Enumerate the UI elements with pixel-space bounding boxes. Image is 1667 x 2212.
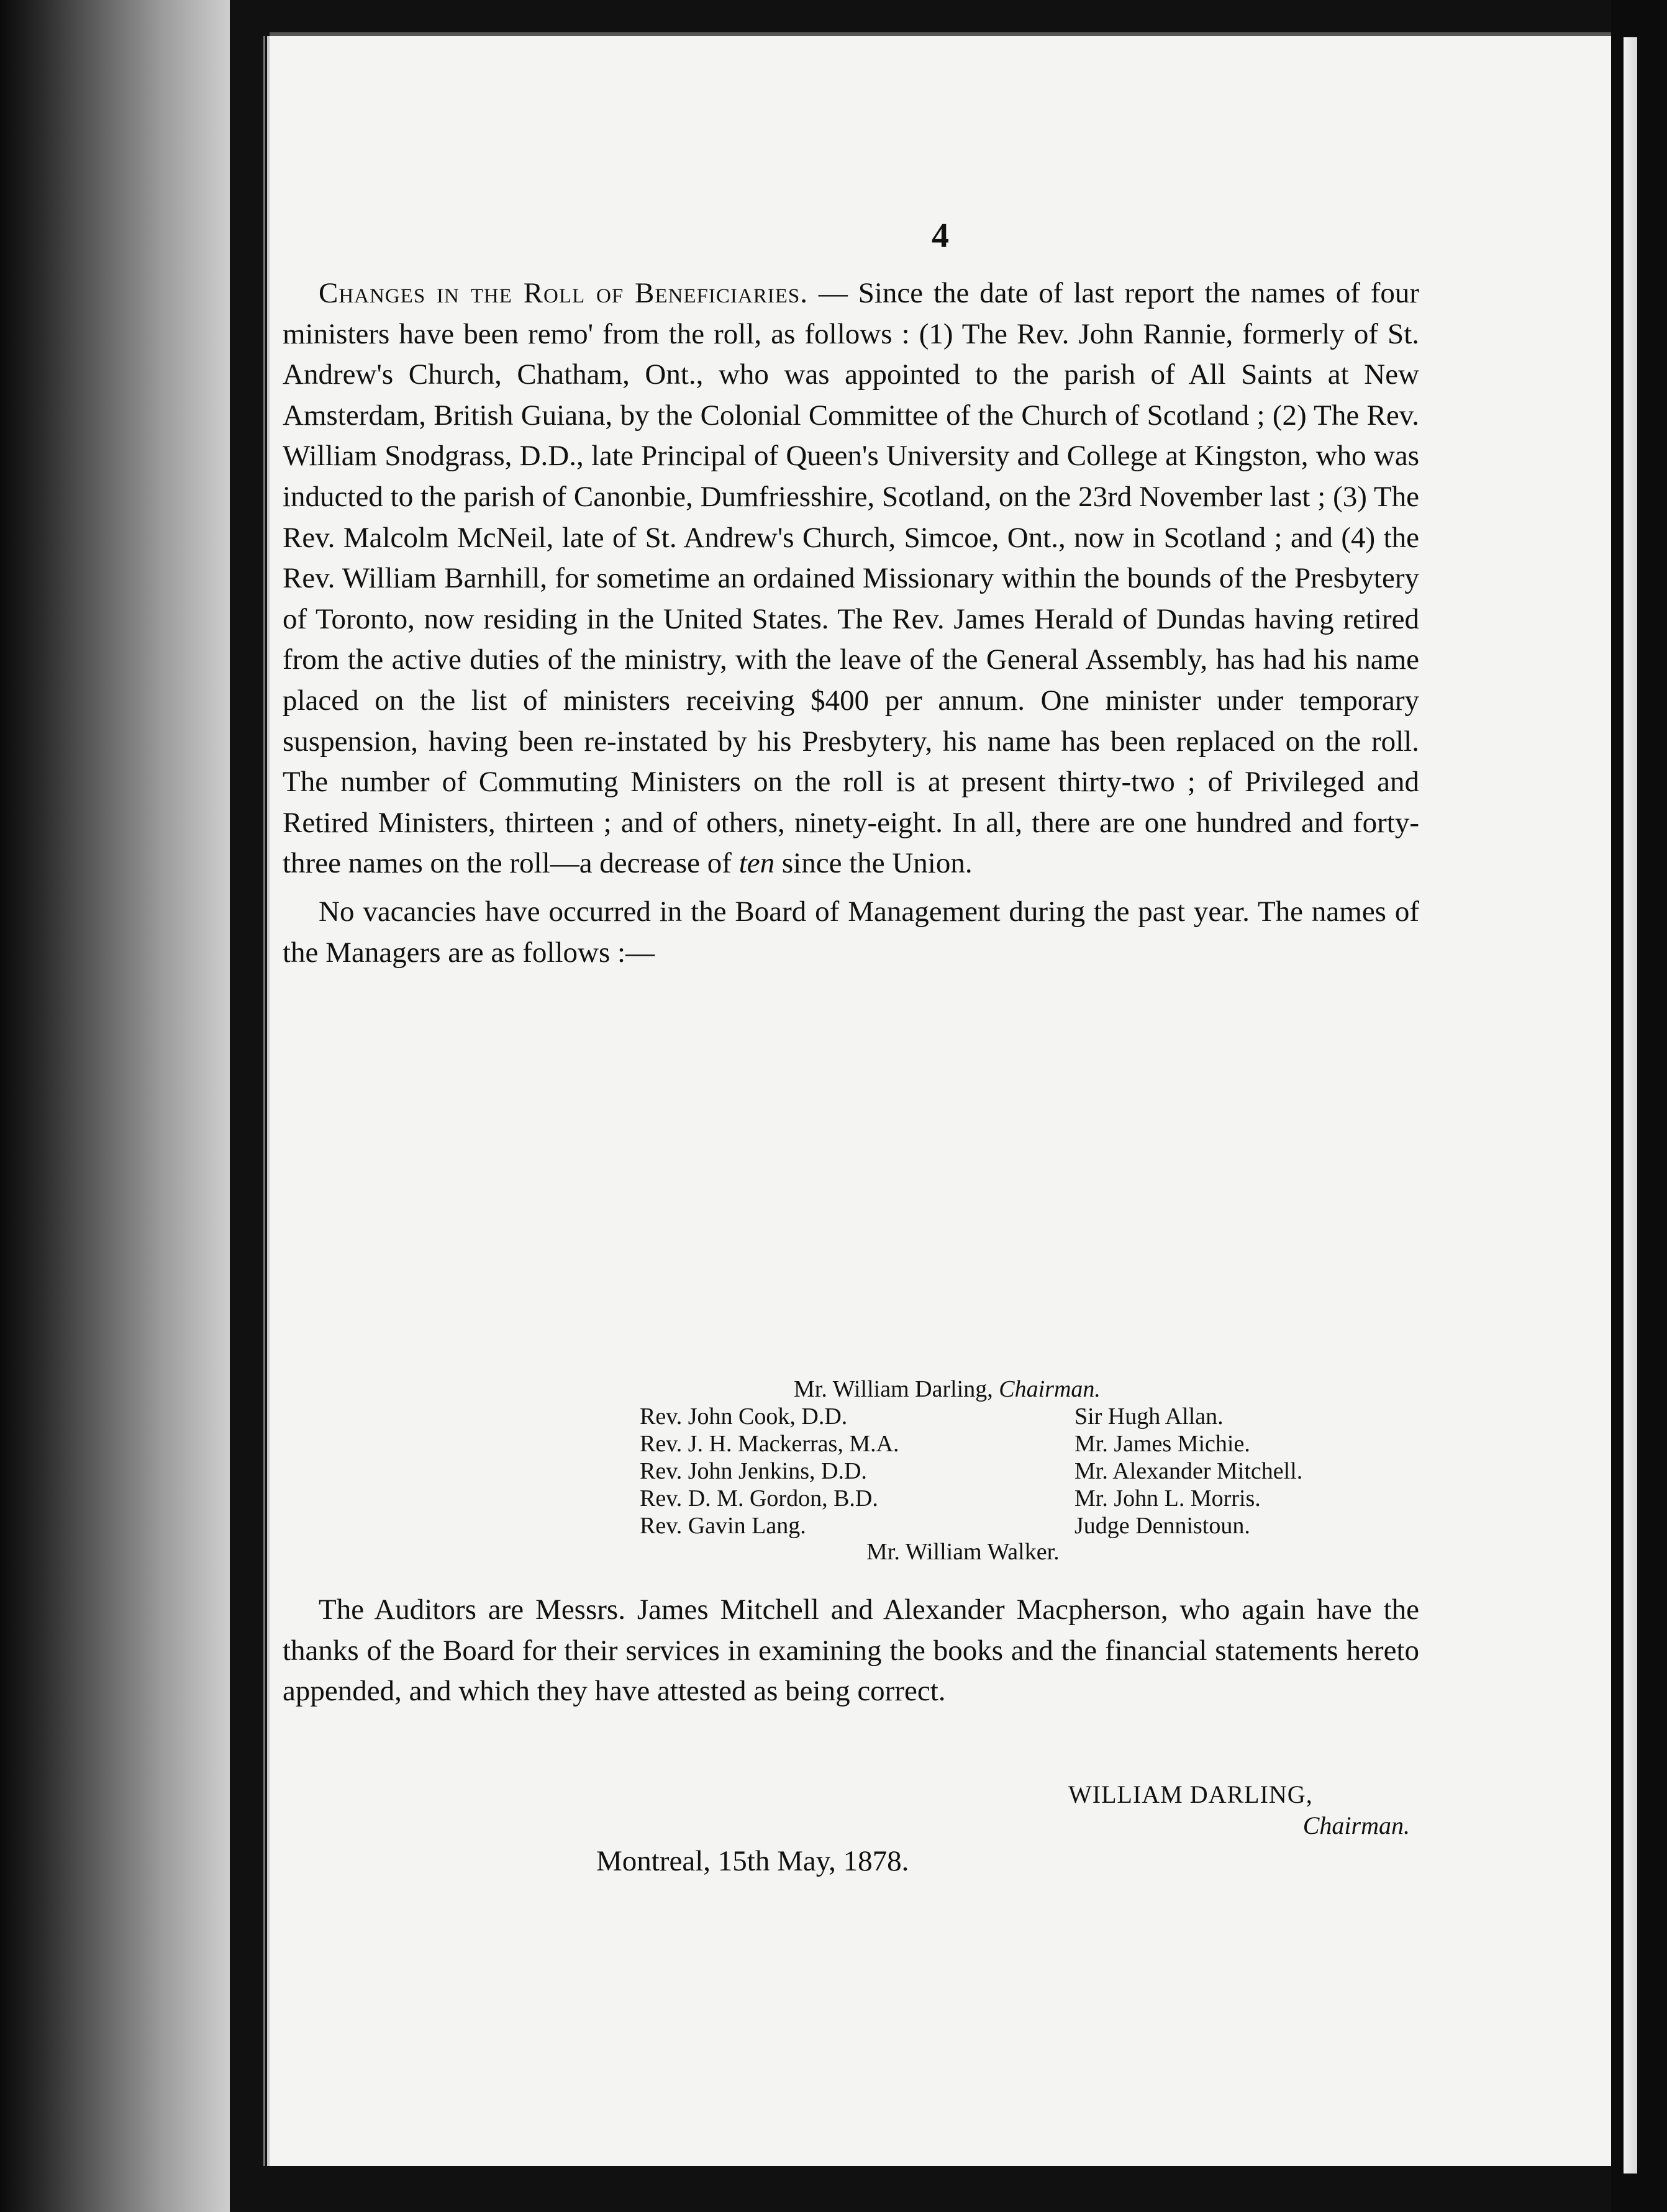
- page-left-edge: [263, 36, 265, 2166]
- page-number: 4: [932, 217, 949, 255]
- manager-last: Mr. William Walker.: [866, 1539, 1060, 1565]
- chairman-title: Chairman.: [999, 1376, 1101, 1402]
- scan-left-margin: [0, 0, 230, 2212]
- main-paragraph: [283, 273, 1419, 973]
- adjacent-page-edge: [1624, 37, 1637, 2173]
- dateline: Montreal, 15th May, 1878.: [596, 1845, 909, 1877]
- roll-changes-paragraph: [283, 273, 1419, 884]
- manager-right-1: Sir Hugh Allan.: [1074, 1403, 1224, 1430]
- signature-name: WILLIAM DARLING,: [1068, 1780, 1313, 1808]
- manager-right-4: Mr. John L. Morris.: [1074, 1485, 1261, 1512]
- paragraph-1-part-1: — Since the date of last report the names of four ministers have been remo: [283, 277, 1420, 350]
- manager-left-3: Rev. John Jenkins, D.D.: [640, 1458, 867, 1484]
- chairman-name: Mr. William Darling,: [794, 1376, 993, 1402]
- signature-title: Chairman.: [1302, 1811, 1410, 1839]
- paragraph-1-end: since the Union.: [781, 847, 973, 880]
- manager-right-3: Mr. Alexander Mitchell.: [1074, 1458, 1303, 1484]
- page-top-edge: [270, 32, 1611, 36]
- board-paragraph: No vacancies have occurred in the Board of Management during the past year. The names of the Managers are as follows :—: [283, 895, 1419, 969]
- signature-block: [1068, 1779, 1416, 1841]
- emphasis-ten: ten: [738, 847, 775, 880]
- manager-right-2: Mr. James Michie.: [1074, 1431, 1250, 1457]
- section-heading: Changes in the Roll of Beneficiaries.: [319, 277, 808, 309]
- manager-left-1: Rev. John Cook, D.D.: [640, 1403, 848, 1430]
- chairman-line: [794, 1376, 1101, 1403]
- manager-left-5: Rev. Gavin Lang.: [640, 1513, 806, 1539]
- manager-left-4: Rev. D. M. Gordon, B.D.: [640, 1485, 878, 1512]
- paragraph-1-part-2: ' from the roll, as follows : (1) The Rev. John Rannie, formerly of St. Andrew's Church, Chatham, Ont., who was appointed to the parish of All Saints at New Amsterdam, British Guiana, by the Colonial Committee of the Church of Scotland ; (2) The Rev. William Snodgrass, D.D., late Principal of Queen's University and College at Kingston, who was inducted to the parish of Canonbie, Dumfriesshire, Scotland, on the 23rd November last ; (3) The Rev. Malcolm McNeil, late of St. Andrew's Church, Simcoe, Ont., now in Scotland ; and (4) the Rev. William Barnhill, for sometime an ordained Missionary within the bounds of the Presbytery of Toronto, now residing in the United States. The Rev. James Herald of Dundas having retired from the active duties of the ministry, with the leave of the General Assembly, has had his name placed on the list of ministers receiving $400 per annum. One minister under temporary suspension, having been re-instated by his Presbytery, his name has been replaced on the roll. The number of Commuting Ministers on the roll is at present thirty-two ; of Privileged and Retired Ministers, thirteen ; and of others, ninety-eight. In all, there are one hundred and forty-three names on the roll—a decrease of: [283, 317, 1420, 880]
- manager-left-2: Rev. J. H. Mackerras, M.A.: [640, 1431, 899, 1457]
- manager-right-5: Judge Dennistoun.: [1074, 1513, 1250, 1539]
- auditors-paragraph: The Auditors are Messrs. James Mitchell and Alexander Macpherson, who again have the thanks of the Board for their services in examining the books and the financial statements hereto appended, and which they have attested as being correct.: [283, 1593, 1419, 1708]
- scan-right-margin: [1611, 0, 1667, 2212]
- auditors-paragraph-block: [283, 1590, 1419, 1712]
